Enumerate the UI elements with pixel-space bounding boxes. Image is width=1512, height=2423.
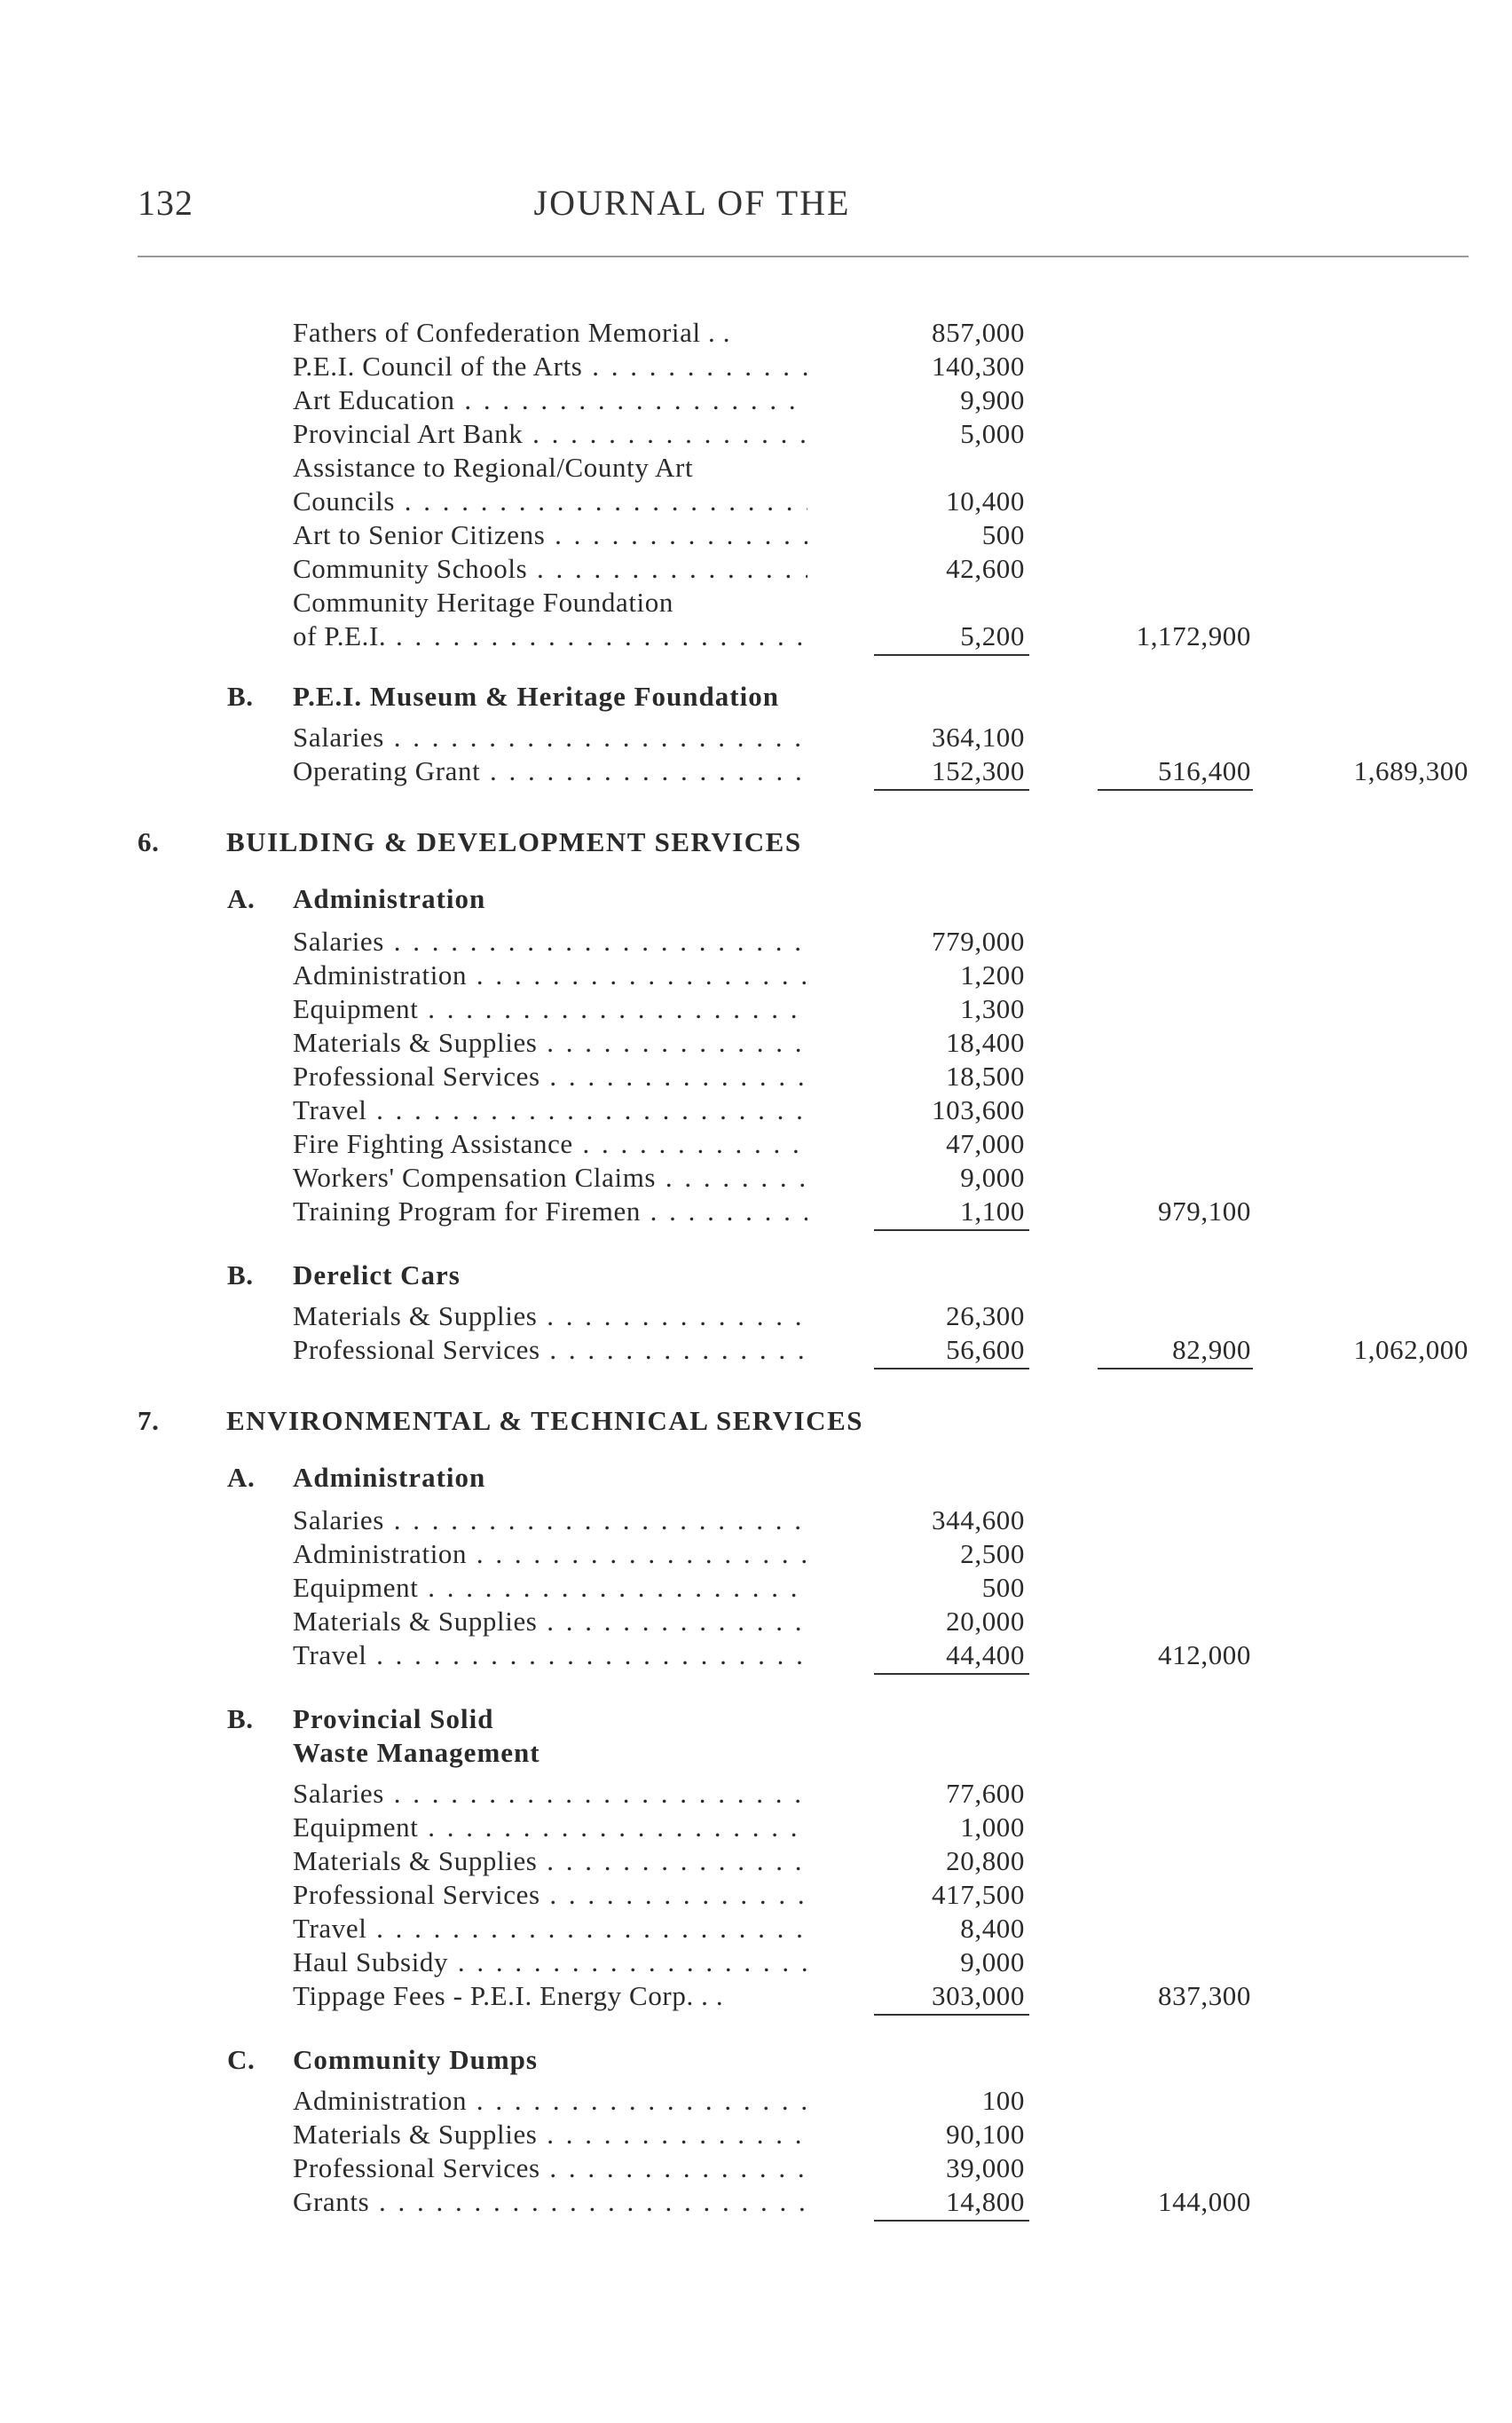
item-amount: 14,800 [946, 2186, 1025, 2217]
item-amount: 500 [981, 519, 1025, 550]
item-amount: 26,300 [946, 1300, 1025, 1331]
line-item [0, 959, 1512, 992]
line-item [0, 1912, 1512, 1946]
line-item [0, 1161, 1512, 1195]
line-item [0, 1844, 1512, 1878]
line-item-label: Travel . . . [293, 1093, 807, 1127]
line-item-label: Salaries . . . [293, 1777, 807, 1811]
line-item [0, 620, 1512, 653]
subsection-letter: B. [227, 1703, 254, 1734]
line-item [0, 754, 1512, 788]
page-number: 132 [138, 183, 193, 223]
line-item-label: Administration . . . [293, 1537, 807, 1571]
line-item-label: Community Heritage Foundation [293, 587, 673, 618]
line-item-label: Equipment . . . [293, 992, 807, 1026]
line-item-label: Community Schools . . . [293, 552, 807, 586]
line-item-label: Workers' Compensation Claims . . . [293, 1161, 807, 1195]
subsection-title: Provincial Solid [293, 1703, 494, 1734]
subsection-title: Administration [293, 883, 486, 914]
item-amount: 1,100 [960, 1196, 1025, 1227]
line-item [0, 350, 1512, 383]
line-item [0, 451, 1512, 485]
line-item-label: Materials & Supplies . . . [293, 2118, 807, 2151]
item-amount: 1,300 [960, 993, 1025, 1024]
subsection-title: Administration [293, 1462, 486, 1493]
item-amount: 42,600 [946, 553, 1025, 584]
item-amount: 44,400 [946, 1639, 1025, 1670]
amount-underline [874, 2014, 1029, 2016]
line-item-label: Art Education . . . [293, 383, 807, 417]
item-amount: 152,300 [932, 755, 1025, 786]
line-item [0, 1571, 1512, 1605]
line-item-label: Salaries . . . [293, 721, 807, 754]
line-item-label: Materials & Supplies . . . [293, 1026, 807, 1060]
line-item-label: Professional Services . . . [293, 1333, 807, 1367]
item-amount: 5,200 [960, 620, 1025, 651]
item-amount: 20,000 [946, 1606, 1025, 1637]
line-item [0, 1537, 1512, 1571]
line-item [0, 1979, 1512, 2013]
line-item [0, 1878, 1512, 1912]
subsection-total: 412,000 [1158, 1639, 1251, 1670]
line-item [0, 1605, 1512, 1638]
subsection-heading [0, 1702, 1512, 1736]
line-item [0, 925, 1512, 959]
subtotal-underline [1098, 789, 1253, 791]
amount-underline [874, 1368, 1029, 1369]
line-item [0, 2084, 1512, 2118]
line-item-label: Travel . . . [293, 1912, 807, 1946]
subtotal-underline [1098, 1368, 1253, 1369]
line-item [0, 383, 1512, 417]
line-item-label: Equipment . . . [293, 1811, 807, 1844]
subsection-heading [0, 680, 1512, 714]
line-item-label: Administration . . . [293, 2084, 807, 2118]
header-rule [138, 256, 1469, 257]
line-item [0, 2118, 1512, 2151]
item-amount: 39,000 [946, 2152, 1025, 2183]
item-amount: 9,000 [960, 1946, 1025, 1977]
item-amount: 56,600 [946, 1334, 1025, 1365]
item-amount: 10,400 [946, 485, 1025, 517]
amount-underline [874, 1229, 1029, 1231]
running-title: JOURNAL OF THE [533, 183, 851, 223]
line-item [0, 1195, 1512, 1228]
subsection-total: 516,400 [1158, 755, 1251, 786]
line-item [0, 992, 1512, 1026]
line-item-label: Materials & Supplies . . . [293, 1844, 807, 1878]
line-item-label: Operating Grant . . . [293, 754, 807, 788]
section-title: ENVIRONMENTAL & TECHNICAL SERVICES [226, 1405, 863, 1436]
line-item-label: Training Program for Firemen . . . [293, 1195, 807, 1228]
subsection-title: Community Dumps [293, 2044, 538, 2075]
line-item [0, 1060, 1512, 1093]
section-heading [0, 1404, 1512, 1438]
item-amount: 1,200 [960, 959, 1025, 991]
amount-underline [874, 789, 1029, 791]
subsection-total: 82,900 [1172, 1334, 1251, 1365]
line-item [0, 485, 1512, 518]
line-item [0, 316, 1512, 350]
line-item-label: Professional Services . . . [293, 2151, 807, 2185]
item-amount: 2,500 [960, 1538, 1025, 1569]
line-item [0, 1638, 1512, 1672]
line-item-label: Art to Senior Citizens . . . [293, 518, 807, 552]
item-amount: 103,600 [932, 1094, 1025, 1125]
line-item [0, 1811, 1512, 1844]
line-item [0, 1504, 1512, 1537]
line-item-label: Tippage Fees - P.E.I. Energy Corp. . . [293, 1980, 724, 2011]
subsection-heading [0, 1461, 1512, 1495]
item-amount: 779,000 [932, 926, 1025, 957]
line-item-label: Fire Fighting Assistance . . . [293, 1127, 807, 1161]
subsection-heading [0, 1736, 1512, 1770]
line-item [0, 1026, 1512, 1060]
line-item-label: Administration . . . [293, 959, 807, 992]
subsection-total: 837,300 [1158, 1980, 1251, 2011]
item-amount: 18,500 [946, 1061, 1025, 1092]
item-amount: 9,900 [960, 384, 1025, 415]
subsection-letter: B. [227, 681, 254, 712]
section-number: 7. [138, 1405, 160, 1436]
line-item [0, 417, 1512, 451]
item-amount: 18,400 [946, 1027, 1025, 1058]
amount-underline [874, 1673, 1029, 1675]
line-item-label: Grants . . . [293, 2185, 807, 2219]
item-amount: 303,000 [932, 1980, 1025, 2011]
section-title: BUILDING & DEVELOPMENT SERVICES [226, 826, 802, 857]
line-item [0, 2151, 1512, 2185]
item-amount: 100 [981, 2085, 1025, 2116]
line-item-label: Salaries . . . [293, 925, 807, 959]
section-total: 1,689,300 [1353, 755, 1469, 786]
section-number: 6. [138, 826, 160, 857]
subsection-total: 144,000 [1158, 2186, 1251, 2217]
line-item [0, 518, 1512, 552]
line-item-label: Equipment . . . [293, 1571, 807, 1605]
subsection-total: 1,172,900 [1136, 620, 1251, 651]
line-item [0, 1127, 1512, 1161]
subsection-title: Derelict Cars [293, 1259, 461, 1290]
line-item-label: of P.E.I. . . . [293, 620, 807, 653]
line-item-label: P.E.I. Council of the Arts . . . [293, 350, 807, 383]
line-item [0, 552, 1512, 586]
line-item-label: Provincial Art Bank . . . [293, 417, 807, 451]
subsection-title: P.E.I. Museum & Heritage Foundation [293, 681, 779, 712]
subsection-heading [0, 1259, 1512, 1292]
item-amount: 417,500 [932, 1879, 1025, 1910]
item-amount: 857,000 [932, 317, 1025, 348]
line-item-label: Councils . . . [293, 485, 807, 518]
line-item-label: Assistance to Regional/County Art [293, 452, 694, 483]
item-amount: 47,000 [946, 1128, 1025, 1159]
line-item-label: Materials & Supplies . . . [293, 1605, 807, 1638]
line-item-label: Professional Services . . . [293, 1060, 807, 1093]
line-item-label: Haul Subsidy . . . [293, 1946, 807, 1979]
item-amount: 8,400 [960, 1913, 1025, 1944]
subsection-title: Waste Management [293, 1737, 540, 1768]
subsection-total: 979,100 [1158, 1196, 1251, 1227]
subsection-letter: C. [227, 2044, 256, 2075]
line-item [0, 1777, 1512, 1811]
item-amount: 364,100 [932, 722, 1025, 753]
subsection-heading [0, 2043, 1512, 2077]
line-item [0, 1333, 1512, 1367]
line-item-label: Professional Services . . . [293, 1878, 807, 1912]
line-item [0, 1093, 1512, 1127]
subsection-letter: A. [227, 1462, 256, 1493]
item-amount: 344,600 [932, 1504, 1025, 1535]
line-item [0, 2185, 1512, 2219]
subsection-letter: A. [227, 883, 256, 914]
subsection-letter: B. [227, 1259, 254, 1290]
amount-underline [874, 2220, 1029, 2222]
section-heading [0, 825, 1512, 859]
line-item-label: Salaries . . . [293, 1504, 807, 1537]
line-item [0, 1299, 1512, 1333]
line-item-label: Fathers of Confederation Memorial . . [293, 317, 731, 348]
amount-underline [874, 654, 1029, 656]
item-amount: 1,000 [960, 1811, 1025, 1843]
line-item [0, 721, 1512, 754]
item-amount: 140,300 [932, 351, 1025, 382]
line-item-label: Materials & Supplies . . . [293, 1299, 807, 1333]
item-amount: 500 [981, 1572, 1025, 1603]
item-amount: 5,000 [960, 418, 1025, 449]
item-amount: 9,000 [960, 1162, 1025, 1193]
item-amount: 90,100 [946, 2119, 1025, 2150]
subsection-heading [0, 882, 1512, 916]
section-total: 1,062,000 [1353, 1334, 1469, 1365]
item-amount: 77,600 [946, 1778, 1025, 1809]
line-item [0, 586, 1512, 620]
line-item-label: Travel . . . [293, 1638, 807, 1672]
line-item [0, 1946, 1512, 1979]
item-amount: 20,800 [946, 1845, 1025, 1876]
